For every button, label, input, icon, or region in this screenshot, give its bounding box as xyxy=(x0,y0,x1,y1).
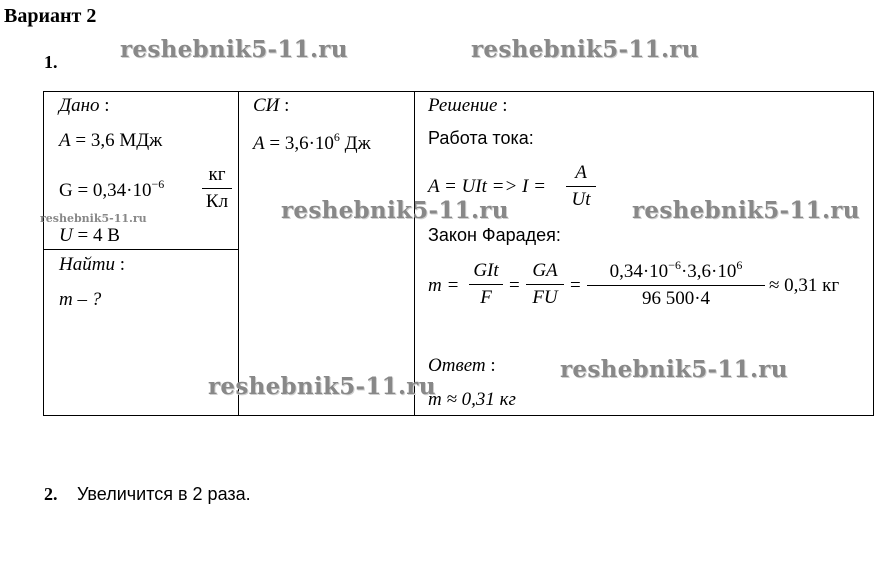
work-label: Работа тока: xyxy=(428,128,534,148)
si-work: $A = 3,6\cdot 10^6$ Дж xyxy=(253,130,371,154)
watermark-small: reshebnik5-11.ru xyxy=(40,212,147,225)
equals-sign: = xyxy=(570,275,581,296)
problem-2-answer: Увеличится в 2 раза. xyxy=(77,484,251,504)
given-equivalent: $G = 0,34\cdot 10^{-6}$ xyxy=(59,177,165,201)
fraction-ga-fu: GA FU xyxy=(526,260,564,309)
faraday-label: Закон Фарадея: xyxy=(428,225,561,245)
equals-sign: = xyxy=(509,275,520,296)
current-fraction: A Ut xyxy=(566,162,596,211)
answer-title: Ответ : xyxy=(428,355,496,376)
watermark: reshebnik5-11.ru xyxy=(632,197,860,224)
current-equation: A = UIt => I = xyxy=(428,176,546,197)
fraction-git-f: GIt F xyxy=(469,260,503,309)
problem-2-number: 2. xyxy=(44,484,58,504)
table-divider xyxy=(238,92,239,415)
table-divider xyxy=(44,249,238,250)
mass-symbol: m = xyxy=(428,275,460,296)
given-voltage: U = 4 В xyxy=(59,225,120,246)
watermark: reshebnik5-11.ru xyxy=(208,373,436,400)
given-title: Дано : xyxy=(59,95,110,116)
solution-title: Решение : xyxy=(428,95,508,116)
si-title: СИ : xyxy=(253,95,290,116)
watermark: reshebnik5-11.ru xyxy=(281,197,509,224)
variant-title: Вариант 2 xyxy=(4,5,97,27)
answer-value: m ≈ 0,31 кг xyxy=(428,389,516,410)
watermark: reshebnik5-11.ru xyxy=(471,36,699,63)
problem-1-number: 1. xyxy=(44,52,58,72)
find-query: m – ? xyxy=(59,289,102,310)
watermark: reshebnik5-11.ru xyxy=(560,356,788,383)
given-equivalent-unit: кг Кл xyxy=(202,164,232,213)
watermark: reshebnik5-11.ru xyxy=(120,36,348,63)
find-title: Найти : xyxy=(59,254,125,275)
mass-result: ≈ 0,31 кг xyxy=(769,275,840,296)
table-divider xyxy=(414,92,415,415)
numeric-fraction: $0,34\cdot 10^{-6}\cdot 3,6\cdot 10^6$ 96 500·4 xyxy=(587,258,765,310)
given-work: A = 3,6 МДж xyxy=(59,130,163,151)
